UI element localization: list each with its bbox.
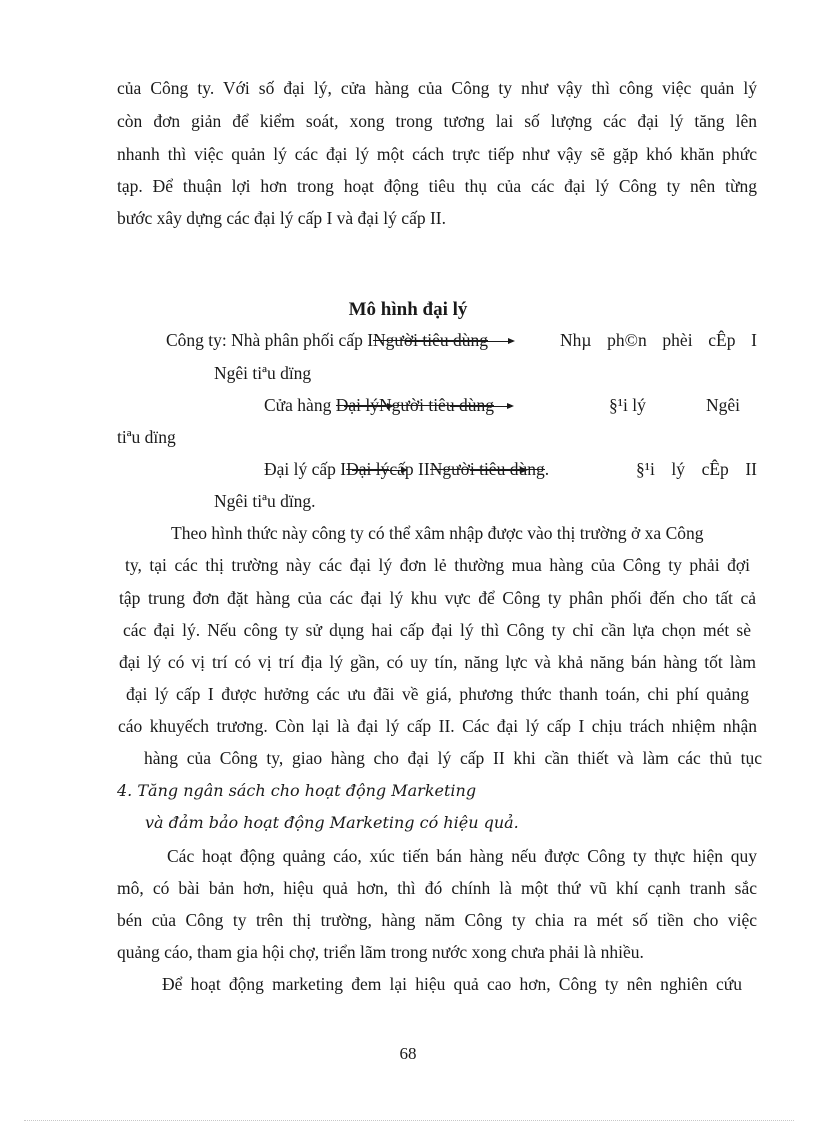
paragraph1-line-1: của Công ty. Với số đại lý, cửa hàng của Công ty như vậy thì công việc quản lý <box>117 78 757 98</box>
diagram-row2 <box>264 394 494 416</box>
row2-struck1: Đại lý <box>335 395 379 415</box>
paragraph3-line-2: mô, có bài bản hơn, hiệu quả hơn, thì đó chính là một thứ vũ khí cạnh tranh sắc <box>117 878 757 898</box>
paragraph3-line-3: bén của Công ty trên thị trường, hàng năm Công ty chia ra mét số tiền cho việc <box>117 910 757 930</box>
diagram-title: Mô hình đại lý <box>348 299 468 320</box>
paragraph2-line-5: đại lý có vị trí có vị trí địa lý gần, có uy tín, năng lực và khả năng bán hàng tốt làm <box>119 652 756 672</box>
row2-garbled-2: Ngêi <box>706 395 741 415</box>
row3-garbled: §¹i lý cÊp II <box>636 459 757 479</box>
row1-continuation: Ngêi tiªu dïng <box>214 363 312 383</box>
row3-struck1: Đại lý <box>346 459 390 479</box>
paragraph2-line-6: đại lý cấp I được hưởng các ưu đãi về giá, phương thức thanh toán, chi phí quảng <box>126 684 749 704</box>
paragraph1-line-3: nhanh thì việc quản lý các đại lý một cách trực tiếp như vậy sẽ gặp khó khăn phức <box>117 144 757 164</box>
paragraph2-line-3: tập trung đơn đặt hàng của các đại lý khu vực để Công ty phân phối đến cho tất cả <box>119 588 756 608</box>
page-number: 68 <box>399 1044 417 1063</box>
paragraph2-line-1: Theo hình thức này công ty có thể xâm nhập được vào thị trường ở xa Công <box>171 523 704 543</box>
row1-arrow <box>405 341 513 342</box>
paragraph1-line-5: bước xây dựng các đại lý cấp I và đại lý cấp II. <box>117 208 446 228</box>
paragraph2-line-7: cáo khuyếch trương. Còn lại là đại lý cấp II. Các đại lý cấp I chịu trách nhiệm nhận <box>118 716 757 736</box>
row2-prefix: Cửa hàng <box>264 395 336 415</box>
paragraph2-line-8: hàng của Công ty, giao hàng cho đại lý cấp II khi cần thiết và làm các thủ tục <box>144 748 762 768</box>
paragraph3-line-4: quảng cáo, tham gia hội chợ, triển lãm trong nước xong chưa phải là nhiều. <box>117 942 644 962</box>
row1-garbled: Nhµ ph©n phèi cÊp I <box>560 330 757 350</box>
row2-garbled-1: §¹i lý <box>609 395 646 415</box>
section-heading-line-1: 4. Tăng ngân sách cho hoạt động Marketing <box>117 781 477 800</box>
row3-mid: cấp II <box>389 459 430 479</box>
row3-struck2: Người tiêu dùng <box>429 459 545 479</box>
paragraph3-line-1: Các hoạt động quảng cáo, xúc tiến bán hàng nếu được Công ty thực hiện quy <box>167 846 757 866</box>
paragraph4-line-1: Để hoạt động marketing đem lại hiệu quả cao hơn, Công ty nên nghiên cứu <box>162 974 742 994</box>
paragraph2-line-2: ty, tại các thị trường này các đại lý đơn lẻ thường mua hàng của Công ty phải đợi <box>125 555 750 575</box>
paragraph2-line-4: các đại lý. Nếu công ty sử dụng hai cấp đại lý thì Công ty chỉ cần lựa chọn mét sè <box>123 620 751 640</box>
row3-prefix: Đại lý cấp I <box>264 459 347 479</box>
row3-continuation: Ngêi tiªu dïng. <box>214 491 316 511</box>
diagram-row1 <box>166 329 488 351</box>
row3-arrow-1 <box>352 470 406 471</box>
row1-struck: Người tiêu dùng <box>373 330 489 350</box>
row3-arrow-2 <box>470 470 526 471</box>
row2-continuation: tiªu dïng <box>117 427 176 447</box>
row2-arrow-1 <box>344 406 392 407</box>
row2-arrow-2 <box>450 406 512 407</box>
row3-suffix: . <box>544 459 550 479</box>
row1-prefix: Công ty: Nhà phân phối cấp I <box>166 330 374 350</box>
paragraph1-line-4: tạp. Để thuận lợi hơn trong hoạt động tiêu thụ của các đại lý Công ty nên từng <box>117 176 757 196</box>
row2-struck2: Người tiêu dùng <box>378 395 494 415</box>
footer-divider <box>24 1120 794 1121</box>
section-heading-line-2: và đảm bảo hoạt động Marketing có hiệu quả. <box>145 813 519 832</box>
paragraph1-line-2: còn đơn giản để kiểm soát, xong trong tương lai số lượng các đại lý tăng lên <box>117 111 757 131</box>
